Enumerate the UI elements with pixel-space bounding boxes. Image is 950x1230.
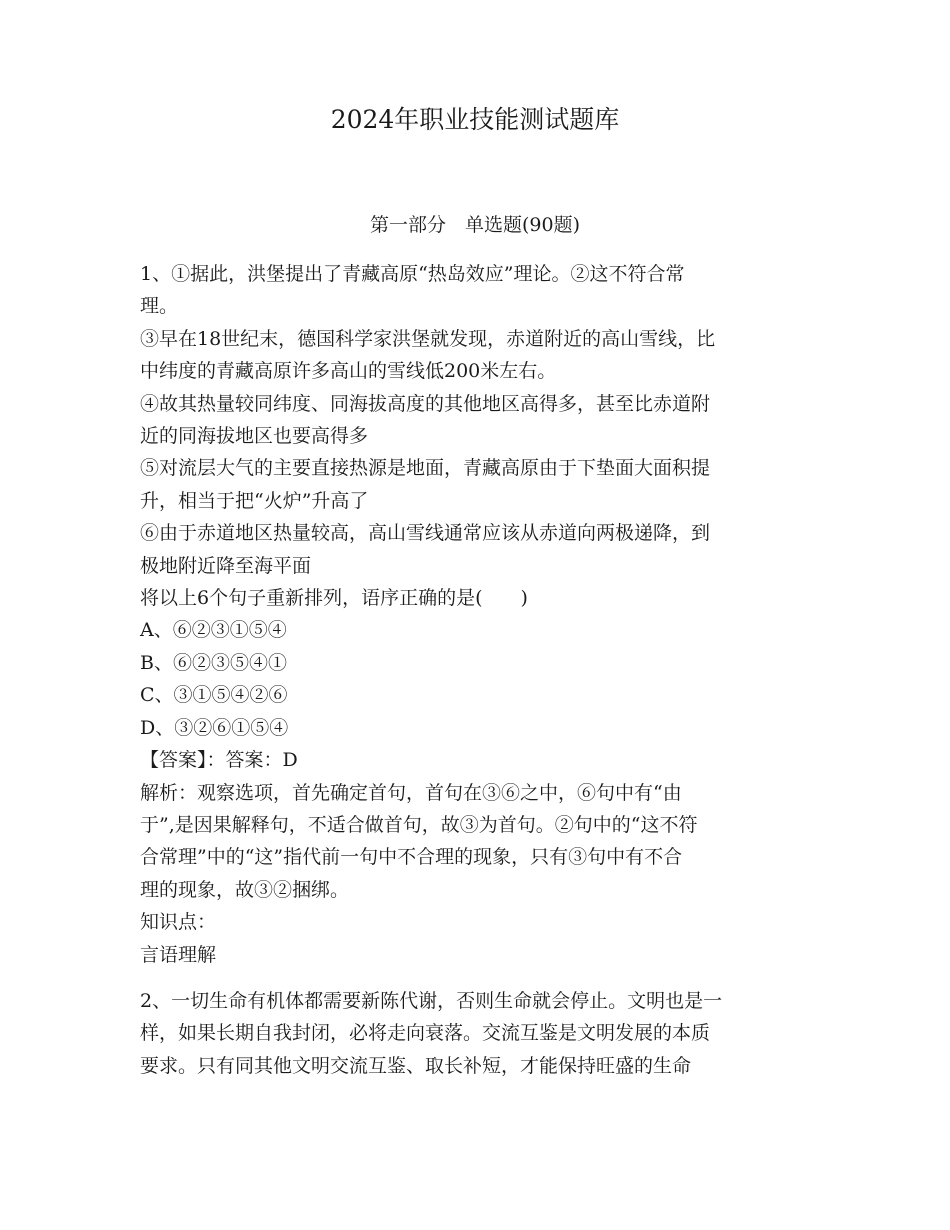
question-text-line: 升，相当于把“火炉”升高了 (140, 489, 369, 512)
analysis-line: 合常理”中的“这”指代前一句中不合理的现象，只有③句中有不合 (140, 846, 683, 869)
option-d: D、③②⑥①⑤④ (140, 716, 289, 739)
question-text-line: ⑤对流层大气的主要直接热源是地面，青藏高原由于下垫面大面积提 (140, 457, 711, 480)
question-text-line: 近的同海拔地区也要高得多 (140, 425, 369, 448)
answer-line: 【答案】：答案：D (140, 749, 298, 772)
option-c: C、③①⑤④②⑥ (140, 684, 288, 707)
question-prompt: 将以上6个句子重新排列，语序正确的是( ) (140, 587, 528, 610)
question-text-line: 2、一切生命有机体都需要新陈代谢，否则生命就会停止。文明也是一 (140, 989, 723, 1012)
question-spacer (140, 971, 812, 985)
question-text-line: 理。 (140, 295, 179, 318)
option-a: A、⑥②③①⑤④ (140, 619, 287, 642)
knowledge-value: 言语理解 (140, 943, 217, 966)
question-text-line: ④故其热量较同纬度、同海拔高度的其他地区高得多，甚至比赤道附 (140, 392, 711, 415)
question-1 (140, 258, 812, 971)
question-2 (140, 985, 812, 1082)
question-text-line: ⑥由于赤道地区热量较高，高山雪线通常应该从赤道向两极递降，到 (140, 522, 711, 545)
knowledge-label: 知识点： (140, 911, 217, 934)
analysis-line: 于”,是因果解释句，不适合做首句，故③为首句。②句中的“这不符 (140, 813, 698, 836)
analysis-line: 理的现象，故③②捆绑。 (140, 878, 350, 901)
question-text-line: 中纬度的青藏高原许多高山的雪线低200米左右。 (140, 360, 557, 383)
question-text-line: 要求。只有同其他文明交流互鉴、取长补短，才能保持旺盛的生命 (140, 1054, 692, 1077)
question-list (140, 258, 812, 1082)
section-title: 第一部分 单选题(90题) (369, 214, 580, 236)
question-text-line: 样，如果长期自我封闭，必将走向衰落。交流互鉴是文明发展的本质 (140, 1022, 711, 1045)
question-text-line: 1、①据此，洪堡提出了青藏高原“热岛效应”理论。②这不符合常 (140, 263, 685, 285)
analysis-line: 解析：观察选项，首先确定首句，首句在③⑥之中，⑥句中有“由 (140, 781, 682, 804)
question-text-line: ③早在18世纪末，德国科学家洪堡就发现，赤道附近的高山雪线，比 (140, 327, 716, 350)
document-title: 2024年职业技能测试题库 (330, 105, 620, 134)
question-text-line: 极地附近降至海平面 (140, 554, 312, 577)
option-b: B、⑥②③⑤④① (140, 651, 287, 674)
